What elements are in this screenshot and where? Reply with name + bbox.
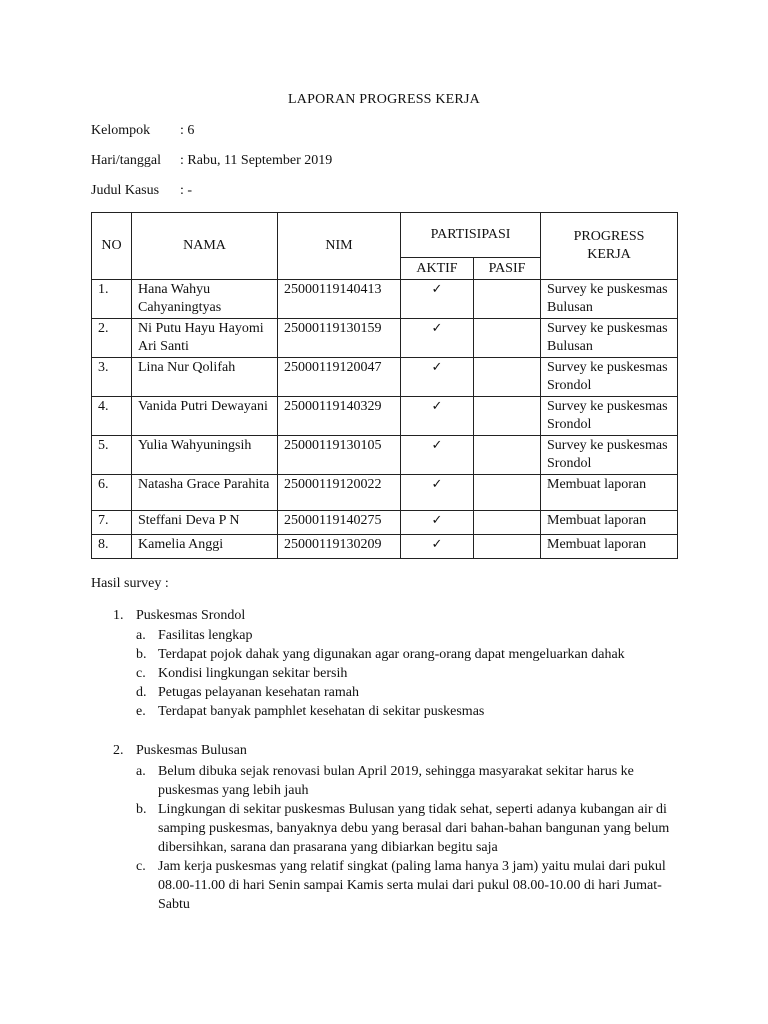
section-number: 2. (113, 743, 124, 758)
list-item (136, 800, 681, 857)
cell-pasif (474, 511, 541, 535)
cell-pasif (474, 358, 541, 397)
header-partisipasi: PARTISIPASI (401, 213, 541, 258)
list-item-letter: b. (136, 802, 147, 817)
cell-aktif (401, 436, 474, 475)
list-item-letter: b. (136, 647, 147, 662)
table-row (92, 535, 678, 559)
progress-table (91, 212, 678, 559)
cell-nim: 25000119140329 (278, 397, 401, 436)
section-heading (113, 606, 245, 625)
checkmark-icon: ✓ (431, 282, 443, 297)
meta-value: : - (180, 183, 193, 198)
list-item-letter: c. (136, 666, 146, 681)
checkmark-icon: ✓ (431, 438, 443, 453)
document-title: LAPORAN PROGRESS KERJA (288, 92, 480, 107)
header-nama: NAMA (132, 213, 278, 280)
cell-progress: Survey ke puskesmas Bulusan (541, 280, 678, 319)
cell-progress: Membuat laporan (541, 535, 678, 559)
cell-nama: Lina Nur Qolifah (132, 358, 278, 397)
cell-nama: Natasha Grace Parahita (132, 475, 278, 511)
section-number: 1. (113, 608, 124, 623)
list-item-letter: a. (136, 628, 146, 643)
cell-no: 2. (92, 319, 132, 358)
list-item (136, 626, 681, 645)
table-row (92, 358, 678, 397)
list-item (136, 857, 681, 914)
header-progress: PROGRESS KERJA (541, 213, 678, 280)
table-row (92, 319, 678, 358)
cell-nim: 25000119120047 (278, 358, 401, 397)
header-no: NO (92, 213, 132, 280)
table-row (92, 280, 678, 319)
list-item-text: Terdapat banyak pamphlet kesehatan di sekitar puskesmas (158, 704, 485, 719)
list-item-text: Jam kerja puskesmas yang relatif singkat (paling lama hanya 3 jam) yaitu mulai dari pukul 08.00-11.00 di hari Senin sampai Kamis serta mulai dari pukul 08.00-10.00 di hari Jumat-Sabtu (158, 859, 666, 912)
meta-label: Judul Kasus (91, 183, 160, 198)
list-item-letter: a. (136, 764, 146, 779)
header-pasif: PASIF (474, 258, 541, 280)
cell-nama: Yulia Wahyuningsih (132, 436, 278, 475)
cell-progress: Survey ke puskesmas Srondol (541, 397, 678, 436)
meta-label: Kelompok (91, 123, 151, 138)
table-row (92, 436, 678, 475)
table-body (92, 280, 678, 559)
cell-nama: Hana Wahyu Cahyaningtyas (132, 280, 278, 319)
list-item-text: Petugas pelayanan kesehatan ramah (158, 685, 359, 700)
cell-no: 6. (92, 475, 132, 511)
checkmark-icon: ✓ (431, 360, 443, 375)
section-heading (113, 741, 247, 760)
list-item (136, 762, 681, 800)
cell-pasif (474, 319, 541, 358)
cell-nim: 25000119140275 (278, 511, 401, 535)
cell-pasif (474, 535, 541, 559)
hasil-survey-label: Hasil survey : (91, 576, 169, 591)
cell-nama: Ni Putu Hayu Hayomi Ari Santi (132, 319, 278, 358)
cell-no: 1. (92, 280, 132, 319)
cell-nim: 25000119120022 (278, 475, 401, 511)
checkmark-icon: ✓ (431, 537, 443, 552)
header-nim: NIM (278, 213, 401, 280)
list-item (136, 664, 681, 683)
cell-progress: Membuat laporan (541, 511, 678, 535)
cell-no: 4. (92, 397, 132, 436)
checkmark-icon: ✓ (431, 513, 443, 528)
list-item-letter: d. (136, 685, 147, 700)
list-item-text: Kondisi lingkungan sekitar bersih (158, 666, 348, 681)
meta-value: : 6 (180, 123, 195, 138)
cell-nama: Steffani Deva P N (132, 511, 278, 535)
cell-nim: 25000119130159 (278, 319, 401, 358)
meta-label: Hari/tanggal (91, 153, 161, 168)
list-item-letter: c. (136, 859, 146, 874)
cell-aktif (401, 535, 474, 559)
cell-no: 8. (92, 535, 132, 559)
cell-nim: 25000119140413 (278, 280, 401, 319)
cell-no: 5. (92, 436, 132, 475)
list-item (136, 683, 681, 702)
cell-aktif (401, 397, 474, 436)
table-row (92, 511, 678, 535)
cell-pasif (474, 397, 541, 436)
cell-pasif (474, 280, 541, 319)
table-row (92, 397, 678, 436)
section-title: Puskesmas Srondol (136, 608, 246, 623)
checkmark-icon: ✓ (431, 321, 443, 336)
cell-nama: Vanida Putri Dewayani (132, 397, 278, 436)
cell-progress: Membuat laporan (541, 475, 678, 511)
checkmark-icon: ✓ (431, 399, 443, 414)
header-aktif: AKTIF (401, 258, 474, 280)
cell-aktif (401, 280, 474, 319)
section-items (136, 626, 681, 721)
cell-aktif (401, 511, 474, 535)
cell-aktif (401, 358, 474, 397)
meta-kelompok (91, 123, 194, 139)
list-item-text: Terdapat pojok dahak yang digunakan agar orang-orang dapat mengeluarkan dahak (158, 647, 625, 662)
cell-nim: 25000119130105 (278, 436, 401, 475)
meta-hari-tanggal (91, 153, 332, 169)
list-item-text: Belum dibuka sejak renovasi bulan April 2019, sehingga masyarakat sekitar harus ke puskesmas yang lebih jauh (158, 764, 634, 798)
cell-no: 7. (92, 511, 132, 535)
cell-progress: Survey ke puskesmas Srondol (541, 436, 678, 475)
list-item-text: Fasilitas lengkap (158, 628, 253, 643)
cell-aktif (401, 319, 474, 358)
meta-judul-kasus (91, 183, 192, 199)
cell-nim: 25000119130209 (278, 535, 401, 559)
table-row (92, 475, 678, 511)
list-item-text: Lingkungan di sekitar puskesmas Bulusan yang tidak sehat, seperti adanya kubangan air di samping puskesmas, banyaknya debu yang berasal dari bahan-bahan bangunan yang belum dibersihkan, sarana dan prasarana yang dibiarkan begitu saja (158, 802, 670, 855)
cell-progress: Survey ke puskesmas Bulusan (541, 319, 678, 358)
cell-pasif (474, 475, 541, 511)
section-title: Puskesmas Bulusan (136, 743, 247, 758)
cell-no: 3. (92, 358, 132, 397)
cell-aktif (401, 475, 474, 511)
list-item (136, 645, 681, 664)
cell-nama: Kamelia Anggi (132, 535, 278, 559)
list-item (136, 702, 681, 721)
meta-value: : Rabu, 11 September 2019 (180, 153, 333, 168)
list-item-letter: e. (136, 704, 146, 719)
section-items (136, 762, 681, 914)
cell-progress: Survey ke puskesmas Srondol (541, 358, 678, 397)
checkmark-icon: ✓ (431, 477, 443, 492)
cell-pasif (474, 436, 541, 475)
